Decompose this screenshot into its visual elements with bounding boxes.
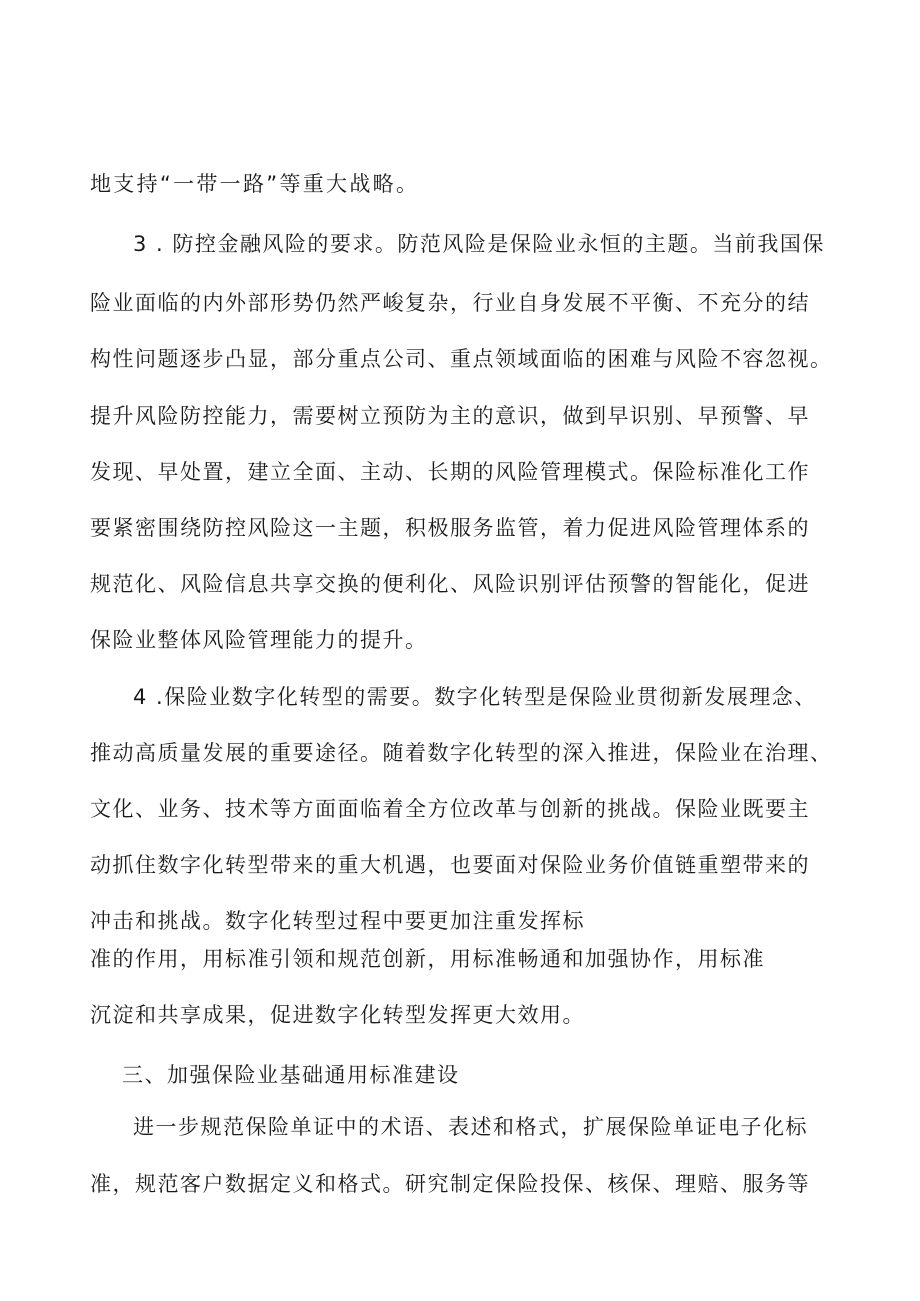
text-line: 构性问题逐步凸显，部分重点公司、重点领域面临的困难与风险不容忽视。: [90, 347, 833, 371]
text-line: 动抓住数字化转型带来的重大机遇，也要面对保险业务价值链重塑带来的: [90, 853, 810, 877]
text-line: 保险业整体风险管理能力的提升。: [90, 628, 428, 652]
section-heading: 三、加强保险业基础通用标准建设: [122, 1063, 460, 1087]
text-line: 发现、早处置，建立全面、主动、长期的风险管理模式。保险标准化工作: [90, 460, 810, 484]
text-line: 提升风险防控能力，需要树立预防为主的意识，做到早识别、早预警、早: [90, 404, 810, 428]
text-line: 推动高质量发展的重要途径。随着数字化转型的深入推进，保险业在治理、: [90, 741, 833, 765]
text-line: 3 . 防控金融风险的要求。防范风险是保险业永恒的主题。当前我国保: [133, 232, 825, 256]
text-line: 要紧密围绕防控风险这一主题，积极服务监管，着力促进风险管理体系的: [90, 516, 810, 540]
text-line: 规范化、风险信息共享交换的便利化、风险识别评估预警的智能化，促进: [90, 572, 810, 596]
text-line: 准，规范客户数据定义和格式。研究制定保险投保、核保、理赔、服务等: [90, 1172, 810, 1196]
text-line: 进一步规范保险单证中的术语、表述和格式，扩展保险单证电子化标: [133, 1115, 808, 1139]
text-line: 沉淀和共享成果，促进数字化转型发挥更大效用。: [90, 1003, 585, 1027]
text-line: 险业面临的内外部形势仍然严峻复杂，行业自身发展不平衡、不充分的结: [90, 291, 810, 315]
text-line: 准的作用，用标准引领和规范创新，用标准畅通和加强协作，用标准: [90, 947, 765, 971]
text-line: 文化、业务、技术等方面面临着全方位改革与创新的挑战。保险业既要主: [90, 797, 810, 821]
text-line: 冲击和挑战。数字化转型过程中要更加注重发挥标: [90, 909, 585, 933]
text-line: 地支持“一带一路”等重大战略。: [90, 172, 420, 196]
text-line: 4 .保险业数字化转型的需要。数字化转型是保险业贯彻新发展理念、: [133, 685, 817, 709]
